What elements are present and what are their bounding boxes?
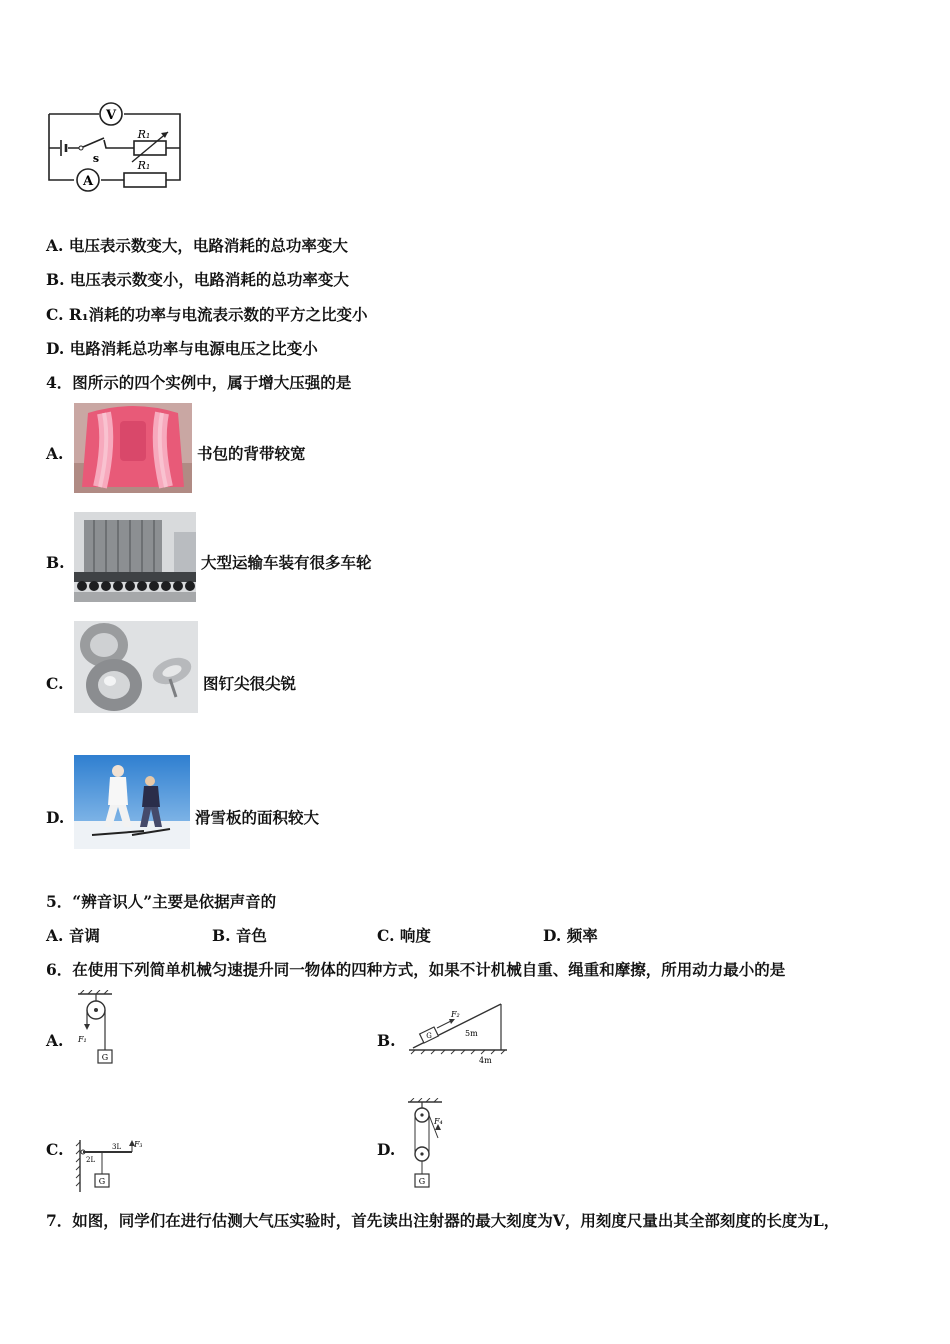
q4-option-b-text: 大型运输车装有很多车轮 bbox=[201, 553, 372, 572]
option-text: 电路消耗总功率与电源电压之比变小 bbox=[69, 339, 318, 358]
base-length-label: 4m bbox=[479, 1056, 492, 1065]
incline-figure bbox=[405, 1000, 511, 1066]
q4-option-a-text: 书包的背带较宽 bbox=[197, 444, 306, 463]
load-label: G bbox=[101, 1053, 109, 1062]
option-letter: B. bbox=[212, 926, 231, 945]
q5-option-d bbox=[543, 926, 598, 946]
force-label: F₄ bbox=[434, 1117, 443, 1126]
q4-option-d-text: 滑雪板的面积较大 bbox=[195, 808, 320, 827]
option-text: R₁消耗的功率与电流表示数的平方之比变小 bbox=[68, 305, 368, 324]
q6-option-c-letter: C. bbox=[46, 1140, 64, 1159]
load-label: G bbox=[418, 1177, 426, 1186]
option-text: 响度 bbox=[399, 926, 431, 945]
q5-option-c bbox=[377, 926, 431, 946]
q6-option-d-letter: D. bbox=[377, 1140, 396, 1159]
thumbtack-photo bbox=[74, 621, 198, 713]
voltmeter-label: V bbox=[105, 108, 117, 123]
q4-stem: 4．图所示的四个实例中，属于增大压强的是 bbox=[46, 373, 352, 392]
q6-option-a-letter: A. bbox=[46, 1031, 64, 1050]
option-letter: D. bbox=[46, 339, 65, 358]
truck-photo bbox=[74, 512, 196, 602]
slope-length-label: 5m bbox=[465, 1029, 478, 1038]
force-label: F₂ bbox=[451, 1010, 460, 1019]
pulley-block-figure bbox=[404, 1098, 446, 1192]
ammeter-label: A bbox=[82, 174, 94, 189]
skier-photo bbox=[74, 755, 190, 849]
option-letter: B. bbox=[46, 270, 65, 289]
option-text: 音色 bbox=[235, 926, 267, 945]
fixed-pulley-figure bbox=[72, 990, 120, 1066]
backpack-photo bbox=[74, 403, 192, 493]
option-letter: A. bbox=[46, 926, 64, 945]
q4-option-c-letter: C. bbox=[46, 674, 64, 693]
option-text: 频率 bbox=[566, 926, 598, 945]
arm-3l-label: 3L bbox=[112, 1143, 122, 1151]
force-label: F₁ bbox=[78, 1035, 87, 1044]
q3-option-a bbox=[46, 236, 348, 256]
q5-option-a bbox=[46, 926, 100, 946]
q3-option-d bbox=[46, 339, 318, 359]
q3-option-b bbox=[46, 270, 349, 290]
load-label: G bbox=[98, 1177, 106, 1186]
option-letter: D. bbox=[543, 926, 562, 945]
option-text: 电压表示数变小，电路消耗的总功率变大 bbox=[69, 270, 349, 289]
q6-option-b-letter: B. bbox=[377, 1031, 396, 1050]
q7-stem: 7．如图，同学们在进行估测大气压实验时，首先读出注射器的最大刻度为V，用刻度尺量出其全部刻度的长度为L， bbox=[46, 1211, 840, 1230]
option-letter: A. bbox=[46, 236, 64, 255]
q5-stem: 5．“辨音识人”主要是依据声音的 bbox=[46, 892, 277, 911]
r1-bottom-label: R₁ bbox=[137, 159, 151, 172]
arm-2l-label: 2L bbox=[86, 1156, 96, 1164]
switch-label: s bbox=[92, 152, 100, 165]
q6-stem: 6．在使用下列简单机械匀速提升同一物体的四种方式，如果不计机械自重、绳重和摩擦，所用动力最小的是 bbox=[46, 960, 786, 979]
load-label: G bbox=[426, 1032, 432, 1040]
option-letter: C. bbox=[46, 305, 64, 324]
q4-option-b-letter: B. bbox=[46, 553, 65, 572]
r1-top-label: R₁ bbox=[137, 128, 151, 141]
option-text: 电压表示数变大，电路消耗的总功率变大 bbox=[68, 236, 348, 255]
option-letter: C. bbox=[377, 926, 395, 945]
lever-figure bbox=[74, 1138, 142, 1194]
q4-option-a-letter: A. bbox=[46, 444, 64, 463]
force-label: F₃ bbox=[134, 1140, 142, 1149]
q4-option-c-text: 图钉尖很尖锐 bbox=[203, 674, 297, 693]
q5-option-b bbox=[212, 926, 267, 946]
q3-option-c bbox=[46, 305, 368, 325]
option-text: 音调 bbox=[68, 926, 100, 945]
circuit-diagram bbox=[44, 96, 186, 208]
q4-option-d-letter: D. bbox=[46, 808, 65, 827]
